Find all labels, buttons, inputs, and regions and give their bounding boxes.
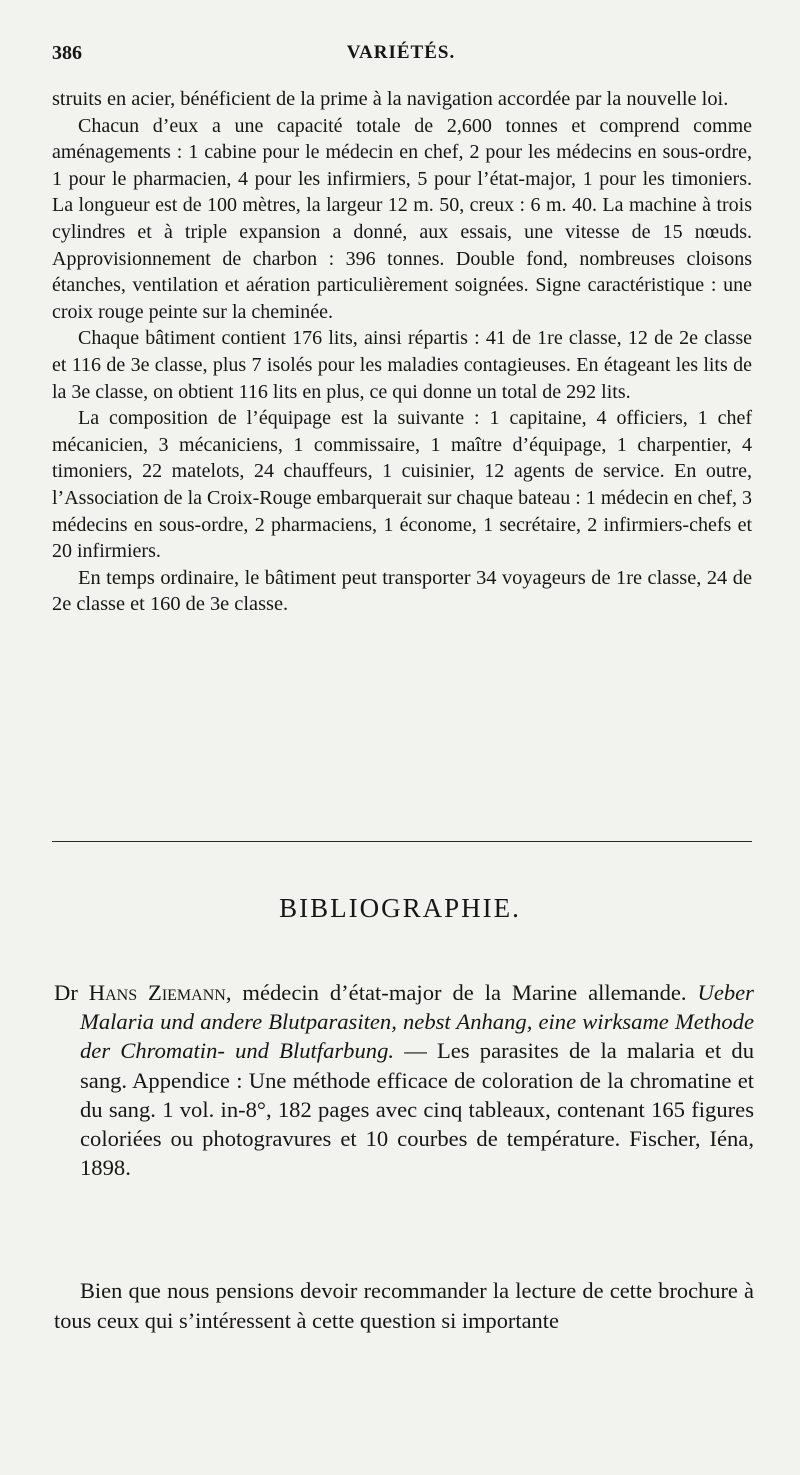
section-title: BIBLIOGRAPHIE. [279, 893, 521, 923]
article-body [52, 86, 752, 618]
running-title: VARIÉTÉS. [346, 42, 456, 63]
work-title: Ueber Malaria und andere Blutparasiten, nebst Anhang, eine wirksame Methode der Chromatin- und Blutfarbung. [80, 980, 754, 1064]
paragraph: La composition de l’équipage est la suivante : 1 capitaine, 4 officiers, 1 chef mécanicien, 3 mécaniciens, 1 commissaire, 1 maître d’équipage, 1 charpentier, 4 timoniers, 22 matelots, 24 chauffeurs, 1 cuisinier, 12 agents de service. En outre, l’Association de la Croix-Rouge embarquerait sur chaque bateau : 1 médecin en chef, 3 médecins en sous-ordre, 2 pharmaciens, 1 économe, 1 secrétaire, 2 infirmiers-chefs et 20 infirmiers. [52, 407, 752, 563]
author-role: , médecin d’état-major de la Marine allemande. [225, 980, 687, 1005]
paragraph: Bien que nous pensions devoir recommander la lecture de cette brochure à tous ceux qui s’intéressent à cette question si importante [54, 1278, 754, 1333]
page-header [52, 42, 750, 72]
paragraph: struits en acier, bénéficient de la prime à la navigation accordée par la nouvelle loi. [52, 88, 729, 110]
author-prefix: Dr [54, 980, 89, 1005]
review-text [54, 1276, 754, 1336]
page-number: 386 [52, 42, 82, 64]
paragraph: En temps ordinaire, le bâtiment peut transporter 34 voyageurs de 1re classe, 24 de 2e classe et 160 de 3e classe. [52, 566, 752, 616]
paragraph: Chaque bâtiment contient 176 lits, ainsi répartis : 41 de 1re classe, 12 de 2e classe et 116 de 3e classe, plus 7 isolés pour les maladies contagieuses. En étageant les lits de la 3e classe, on obtient 116 lits en plus, ce qui donne un total de 292 lits. [52, 327, 752, 403]
paragraph: Chacun d’eux a une capacité totale de 2,600 tonnes et comprend comme aménagements : 1 cabine pour le médecin en chef, 2 pour les médecins en sous-ordre, 1 pour le pharmacien, 4 pour les infirmiers, 5 pour l’état-major, 1 pour les timoniers. La longueur est de 100 mètres, la largeur 12 m. 50, creux : 6 m. 40. La machine à trois cylindres et à triple expansion a donné, aux essais, une vitesse de 15 nœuds. Approvisionnement de charbon : 396 tonnes. Double fond, nombreuses cloisons étanches, ventilation et aération particulièrement soignées. Signe caractéristique : une croix rouge peinte sur la cheminée. [52, 114, 752, 323]
bibliography-entry [54, 978, 754, 1182]
citation [54, 978, 754, 1182]
work-description: — Les parasites de la malaria et du sang. Appendice : Une méthode efficace de coloration de la chromatine et du sang. 1 vol. in-8°, 182 pages avec cinq tableaux, contenant 165 figures coloriées ou photogravures et 10 courbes de température. Fischer, Iéna, 1898. [80, 1038, 754, 1181]
author-name: Hans Ziemann [88, 980, 226, 1005]
section-divider [52, 841, 752, 842]
